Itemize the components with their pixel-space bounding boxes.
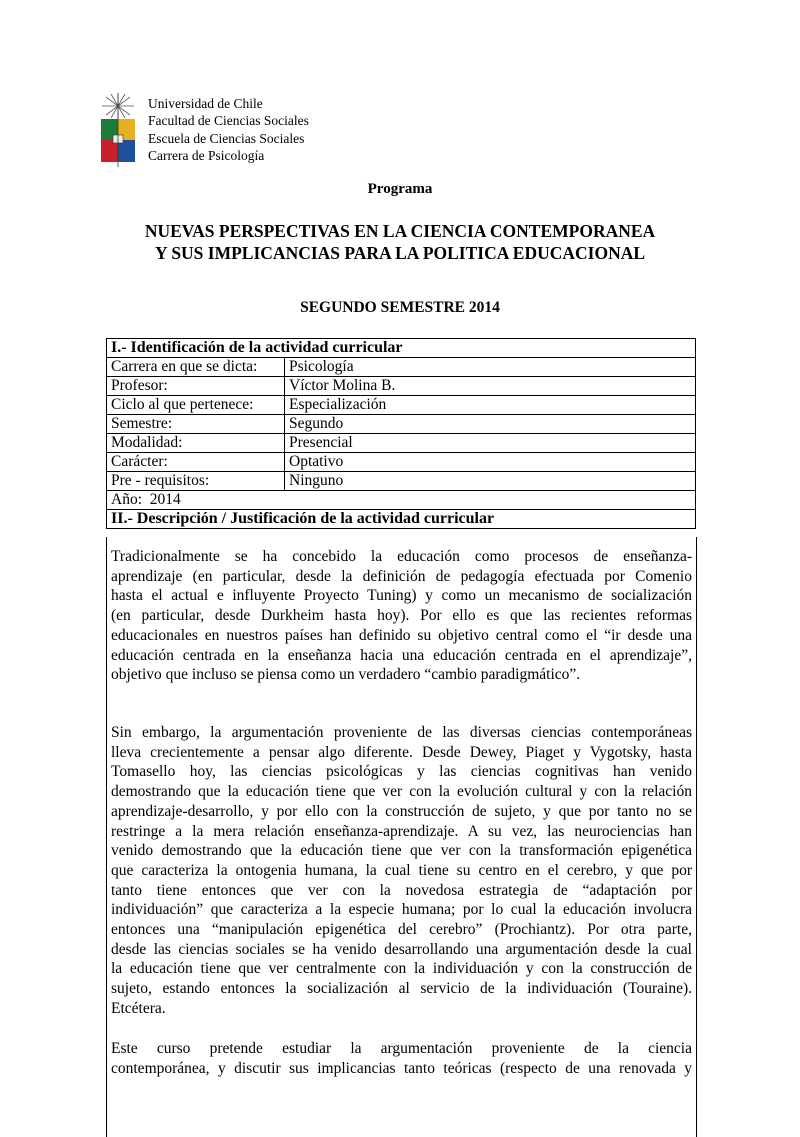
table-row: [107, 472, 696, 491]
row-value: Segundo: [285, 415, 696, 434]
row-value: Psicología: [285, 358, 696, 377]
paragraph-line: desde las ciencias sociales se ha venido desarrollando una argumentación desde la cual: [111, 940, 692, 958]
course-title-line: Y SUS IMPLICANCIAS PARA LA POLITICA EDUCACIONAL: [154, 243, 646, 263]
course-title: [0, 220, 800, 264]
section-1-heading: I.- Identificación de la actividad curricular: [107, 339, 696, 358]
paragraph: [111, 547, 692, 685]
year-cell: Año: 2014: [107, 491, 696, 510]
row-label: Carácter:: [107, 453, 285, 472]
row-value: Especialización: [285, 396, 696, 415]
paragraph-line: Sin embargo, la argumentación proveniente de las diversas ciencias contemporáneas: [111, 724, 692, 741]
institution-line: Escuela de Ciencias Sociales: [148, 130, 305, 146]
paragraph: [111, 1039, 692, 1078]
paragraph-line: venido demostrando que la educación tiene que ver con la transformación epigenética: [111, 842, 692, 860]
table-row: [107, 434, 696, 453]
paragraph-line: contemporánea, y discutir sus implicancias tanto teóricas (respecto de una renovada y: [111, 1059, 692, 1077]
paragraph-line: Tomasello hoy, las ciencias psicológicas y las ciencias cognitivas han venido: [111, 763, 692, 781]
paragraph-line: sujeto, estando entonces la socialización al servicio de la individuación (Touraine).: [111, 980, 692, 998]
institution-block: [148, 95, 309, 164]
paragraph-line: que caracteriza la ontogenia humana, la cual tiene su centro en el cerebro, y que por: [111, 861, 692, 879]
row-value: Presencial: [285, 434, 696, 453]
paragraph-line: objetivo que incluso se piensa como un verdadero “cambio paradigmático”.: [111, 666, 581, 684]
paragraph-line: Este curso pretende estudiar la argumentación proveniente de la ciencia: [111, 1040, 692, 1057]
table-row: [107, 491, 696, 510]
paragraph-line: demostrando que la educación tiene que ver con la evolución cultural y con la relación: [111, 783, 692, 801]
row-value: Optativo: [285, 453, 696, 472]
paragraph-line: aprendizaje (en particular, desde la definición de pedagogía efectuada por Comenio: [111, 567, 692, 585]
paragraph-line: educación centrada en la enseñanza hacia una educación centrada en el aprendizaje”,: [111, 646, 692, 664]
table-row: [107, 453, 696, 472]
row-label: Ciclo al que pertenece:: [107, 396, 285, 415]
paragraph-line: individuación” que caracteriza a la especie humana; por lo cual la educación involucra: [111, 901, 692, 919]
section-2-heading: II.- Descripción / Justificación de la actividad curricular: [107, 510, 696, 529]
table-row: [107, 396, 696, 415]
paragraph-line: Tradicionalmente se ha concebido la educación como procesos de enseñanza-: [111, 548, 692, 565]
description-body: [106, 537, 697, 1137]
row-value: Víctor Molina B.: [285, 377, 696, 396]
document-type: Programa: [367, 181, 433, 197]
identification-table: [106, 338, 696, 529]
row-label: Profesor:: [107, 377, 285, 396]
table-row: [107, 377, 696, 396]
institution-line: Universidad de Chile: [148, 96, 263, 111]
row-label: Semestre:: [107, 415, 285, 434]
paragraph-line: restringe a la mera relación enseñanza-aprendizaje. A su vez, las neurociencias han: [111, 822, 692, 840]
paragraph-line: aprendizaje-desarrollo, y por ello con la construcción de sujeto, y que por tanto no se: [111, 802, 692, 820]
paragraph-line: tanto tiene entonces que ver con la novedosa estrategia de “adaptación por: [111, 881, 692, 899]
row-label: Carrera en que se dicta:: [107, 358, 285, 377]
row-label: Modalidad:: [107, 434, 285, 453]
paragraph-line: Etcétera.: [111, 999, 166, 1017]
row-value: Ninguno: [285, 472, 696, 491]
paragraph-line: (en particular, desde Durkheim hasta hoy). Por ello es que las recientes reformas: [111, 607, 692, 625]
institution-line: Carrera de Psicología: [148, 147, 265, 163]
paragraph-line: la educación tiene que ver centralmente con la individuación y con la construcción de: [111, 960, 692, 978]
row-label: Pre - requisitos:: [107, 472, 285, 491]
semester-heading: SEGUNDO SEMESTRE 2014: [300, 299, 500, 316]
university-crest-logo: [98, 93, 138, 167]
paragraph-line: educacionales en nuestros países han definido su objetivo central como el “ir desde una: [111, 626, 692, 644]
table-row: [107, 358, 696, 377]
paragraph-line: hasta el actual e influyente Proyecto Tuning) y como un mecanismo de socialización: [111, 587, 692, 605]
paragraph-line: entonces una “manipulación epigenética del cerebro” (Prochiantz). Por otra parte,: [111, 921, 692, 939]
course-title-line: NUEVAS PERSPECTIVAS EN LA CIENCIA CONTEMPORANEA: [144, 221, 656, 241]
paragraph: [111, 723, 692, 1019]
table-row: [107, 415, 696, 434]
paragraph-line: lleva crecientemente a pensar algo diferente. Desde Dewey, Piaget y Vygotsky, hasta: [111, 743, 692, 761]
institution-line: Facultad de Ciencias Sociales: [148, 113, 309, 129]
